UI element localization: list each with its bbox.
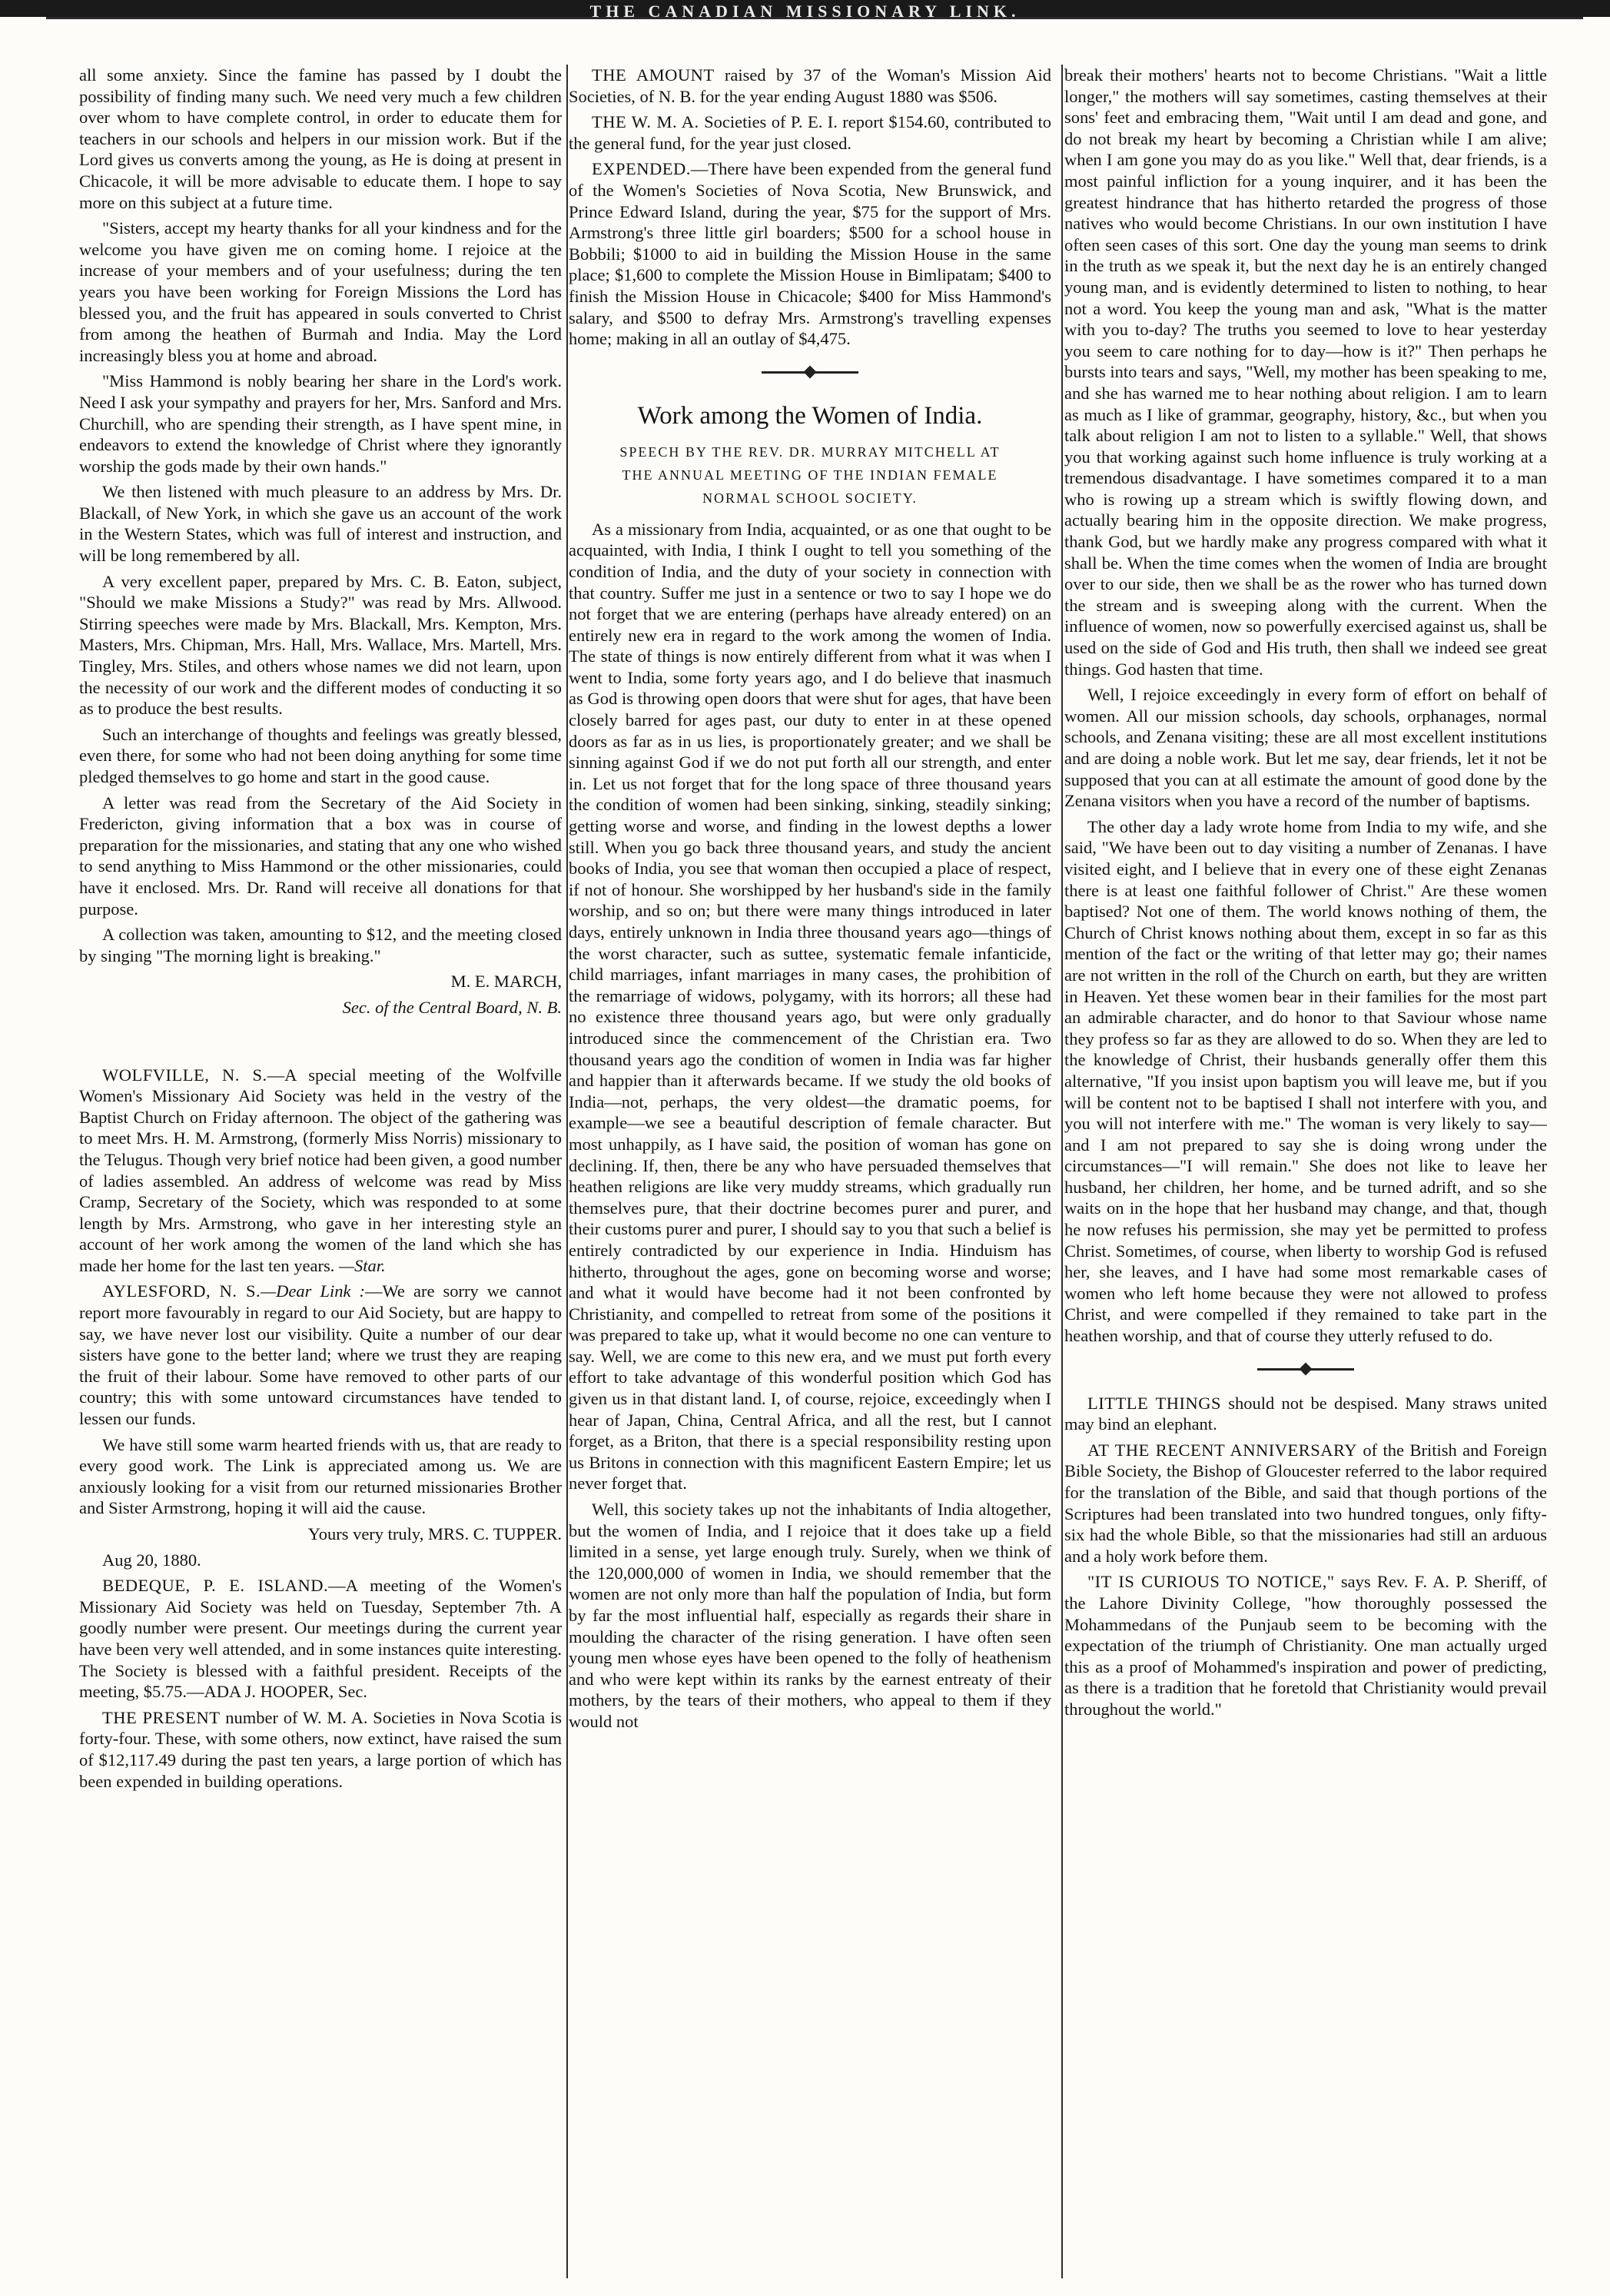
source-credit: —Star. (339, 1255, 386, 1275)
note-heading: THE PRESENT (102, 1707, 221, 1727)
report-text: —A special meeting of the Wolfville Women's Missionary Aid Society was held in the vestry of the Baptist Church on Friday afternoon. The object of the gathering was to meet Mrs. H. M. Armstrong, (formerly Miss Norris) missionary to the Telugus. Though very brief notice had been given, a good number of ladies assembled. An address of welcome was read by Miss Cramp, Secretary of the Society, which was responded to at some length by Mrs. Armstrong, who gave in her interesting style an account of her work among the women of the land which she has made her home for the last ten years. (79, 1065, 562, 1275)
column-3 (1064, 65, 1547, 2286)
note-heading: THE W. M. A. (592, 112, 699, 132)
masthead (0, 0, 1610, 17)
place-heading: BEDEQUE, P. E. ISLAND. (102, 1576, 329, 1596)
wolfville-report (79, 1065, 562, 1277)
curious-note (1064, 1571, 1547, 1720)
paragraph: all some anxiety. Since the famine has passed by I doubt the possibility of finding many such. We need very much a few children over whom to have complete control, in order to educate them for teachers in our schools and helpers in our mission work. But if the Lord gives us converts among the young, as He is doing at present in Chicacole, it will be more advisable to educate them. I hope to say more on this subject at a future time. (79, 65, 562, 212)
subheading-line: SPEECH BY THE REV. DR. MURRAY MITCHELL AT (619, 444, 1001, 460)
amount-note (569, 65, 1051, 107)
column-2 (569, 65, 1051, 2286)
article-heading: Work among the Women of India. (637, 401, 983, 430)
paragraph: "Sisters, accept my hearty thanks for all your kindness and for the welcome you have given me on coming home. I rejoice at the increase of your members and of your usefulness; during the ten years you have been working for Foreign Missions the Lord has blessed you, and the fruit has appeared in souls converted to Christ from among the heathen of Burmah and India. May the Lord increasingly bless you at home and abroad. (79, 218, 562, 365)
report-text: —We are sorry we cannot report more favourably in regard to our Aid Society, but are happy to say, we have never lost our visibility. Quite a number of our dear sisters have gone to the better land; where we trust they are reaping the fruit of their labour. Some have removed to other parts of our country; this with some untoward circumstances have tended to lessen our funds. (79, 1281, 562, 1429)
pei-note (569, 111, 1051, 154)
present-note (79, 1707, 562, 1792)
bible-society-note (1064, 1440, 1547, 1567)
subheading-line: THE ANNUAL MEETING OF THE INDIAN FEMALE (622, 467, 998, 483)
signature-title: Sec. of the Central Board, N. B. (342, 997, 562, 1017)
note-text: of the British and Foreign Bible Society, the Bishop of Gloucester referred to the labor required for the translation of the Bible, and said that though portions of the Scriptures had been translated into two hundred tongues, only fifty-six had the whole Bible, so that the missionaries had still an arduous and a holy work before them. (1064, 1440, 1547, 1566)
bedeque-report (79, 1575, 562, 1703)
note-text: should not be despised. Many straws united may bind an elephant. (1064, 1393, 1547, 1434)
separator-ornament (804, 365, 817, 378)
paragraph: Well, this society takes up not the inhabitants of India altogether, but the women of India, and I rejoice that it does take up a field limited in a sense, yet large enough truly. Surely, when we think of the 120,000,000 of women in India, we should remember that the women are not only more than half the population of India, but form by far the most influential half, especially as regards their share in moulding the character of the rising generation. I have often seen young men whose eyes have been opened to the folly of heathenism and who were kept within its ranks by the earnest entreaty of their mothers, by the tears of their mothers, who appeal to them if they would not (569, 1500, 1051, 1731)
note-heading: EXPENDED. (592, 159, 691, 179)
note-heading: LITTLE THINGS (1087, 1393, 1222, 1413)
paragraph: A letter was read from the Secretary of the Aid Society in Fredericton, giving information that a box was in course of preparation for the missionaries, and stating that any one who wished to send anything to Miss Hammond or the other missionaries, could have it enclosed. Mrs. Dr. Rand will receive all donations for that purpose. (79, 792, 562, 919)
paragraph: A collection was taken, amounting to $12, and the meeting closed by singing "The morning light is breaking." (79, 925, 562, 965)
column-divider (1061, 65, 1063, 2278)
salutation: —Dear Link : (261, 1281, 365, 1301)
place-heading: WOLFVILLE, N. S. (102, 1065, 267, 1085)
note-heading: THE AMOUNT (592, 65, 715, 85)
place-heading: AYLESFORD, N. S. (102, 1281, 261, 1301)
paragraph: We have still some warm hearted friends with us, that are ready to every good work. The Link is appreciated among us. We are anxiously looking for a visit from our returned missionaries Brother and Sister Armstrong, hoping it will aid the cause. (79, 1434, 562, 1518)
letter-date: Aug 20, 1880. (102, 1550, 201, 1570)
signature-name: M. E. MARCH, (450, 972, 562, 992)
expended-note (569, 158, 1051, 349)
signature-name: Yours very truly, MRS. C. TUPPER. (307, 1524, 562, 1543)
column-divider (566, 65, 568, 2278)
little-things-note (1064, 1393, 1547, 1435)
paragraph: "Miss Hammond is nobly bearing her share in the Lord's work. Need I ask your sympathy and prayers for her, Mrs. Sanford and Mrs. Churchill, who are spending their strength, as I have spent mine, in endeavors to extend the knowledge of Christ where they ignorantly worship the gods made by their own hands." (79, 371, 562, 476)
note-heading: "IT IS CURIOUS TO NOTICE," (1087, 1572, 1335, 1592)
subheading-line: NORMAL SCHOOL SOCIETY. (702, 490, 918, 506)
paragraph: Such an interchange of thoughts and feelings was greatly blessed, even there, for some who had not been doing anything for some time pledged themselves to go home and start in the good cause. (79, 724, 562, 786)
report-text: —A meeting of the Women's Missionary Aid Society was held on Tuesday, September 7th. A goodly number were present. Our meetings during the current year have been very well attended, and in some instances quite interesting. The Society is blessed with a faithful president. Receipts of the meeting, $5.75.—ADA J. HOOPER, Sec. (79, 1576, 562, 1702)
section-separator (569, 357, 1051, 388)
paragraph: A very excellent paper, prepared by Mrs. C. B. Eaton, subject, "Should we make Missions a Study?" was read by Mrs. Allwood. Stirring speeches were made by Mrs. Blackall, Mrs. Kempton, Mrs. Masters, Mrs. Chipman, Mrs. Hall, Mrs. Wallace, Mrs. Martell, Mrs. Tingley, Mrs. Stiles, and others whose names we did not learn, upon the necessity of our work and the different modes of conducting it so as to produce the best results. (79, 571, 562, 719)
note-text: number of W. M. A. Societies in Nova Scotia is forty-four. These, with some others, now extinct, have raised the sum of $12,117.49 during the past ten years, a large portion of which has been expended in building operations. (79, 1707, 562, 1791)
paragraph: The other day a lady wrote home from India to my wife, and she said, "We have been out to day visiting a number of Zenanas. I have visited eight, and I believe that in every one of these eight Zenanas there is at least one faithful follower of Christ." Are these women baptised? Not one of them. The world knows nothing of them, the Church of Christ knows nothing about them, except in so far as this mention of the fact or the writing of that letter may go; their names are not written in the roll of the Church on earth, but they are written in Heaven. Yet these women bear in their families for the most part an admirable character, and do honor to that Saviour whose name they profess so far as they are allowed to do so. When they are led to the knowledge of Christ, their husbands generally offer them this alternative, "If you insist upon baptism you will leave me, but if you will be content not to be baptised I shall not interfere with you, and you will not interfere with me." The woman is very likely to say—and I am not prepared to say she is doing wrong under the circumstances—"I will remain." She does not like to leave her husband, her children, her home, and be turned adrift, and so she waits on in the hope that her husband may change, and that, though he now refuses his permission, she may yet be permitted to profess Christ. Sometimes, of course, when liberty to worship God is refused her, she leaves, and I have had some most remarkable cases of women who left home because they were not allowed to profess Christ, and were compelled if they remained to take part in the heathen worship, and that of course they utterly refused to do. (1064, 816, 1547, 1346)
top-rule (46, 17, 1583, 19)
note-text: —There have been expended from the general fund of the Women's Societies of Nova Scotia, New Brunswick, and Prince Edward Island, during the year, $75 for the support of Mrs. Armstrong's three little girl boarders; $500 for a school house in Bobbili; $1000 to aid in building the Mission House in the same place; $1,600 to complete the Mission House in Bimlipatam; $400 to finish the Mission House in Chicacole; $400 for Miss Hammond's salary, and $500 to defray Mrs. Armstrong's travelling expenses home; making in all an outlay of $4,475. (569, 159, 1051, 349)
aylesford-report (79, 1281, 562, 1429)
section-separator (79, 1026, 562, 1057)
note-text: says Rev. F. A. P. Sheriff, of the Lahore Divinity College, "how thoroughly possessed the Mohammedans of the Punjaub seem to be becoming with the expectation of the triumph of Christianity. One man actually urged this as a proof of Mohammed's inspiration and power of predicting, as there is a tradition that he foretold that Christianity would prevail throughout the world." (1064, 1572, 1547, 1719)
paragraph: break their mothers' hearts not to become Christians. "Wait a little longer," the mothers will say sometimes, casting themselves at their sons' feet and embracing them, "Wait until I am dead and gone, and do not break my heart by becoming a Christian while I am alive; when I am gone you may do as you like." Well that, dear friends, is a most painful infliction for a young inquirer, and it has been the greatest hindrance that has hitherto retarded the progress of those natives who would become Christians. In our own institution I have often seen cases of this sort. One day the young man seems to drink in the truth as we speak it, but the next day he is an entirely changed young man, and is evidently determined to listen to nothing, to hear not a word. You keep the young man and ask, "What is the matter with you to-day? The truths you seemed to love to hear yesterday you seem to care nothing for to day—how is it?" Then perhaps he bursts into tears and says, "Well, my mother has been speaking to me, and she has warned me to hear nothing about religion. I am to learn as much as I like of grammar, geography, history, &c., but when you talk about religion I am not to listen to a syllable." Well, that shows you that working against such home influence is truly working at a tremendous disadvantage. I have sometimes compared it to a man who is rowing up a stream which is swiftly flowing down, and actually bearing him in the opposite direction. We make progress, thank God, but we hardly make any progress compared with what it shall be. When the time comes when the women of India are brought over to our side, then we shall be as the rower who has turned down the stream and is sweeping along with the current. When the influence of women, now so powerfully exercised against us, shall be used on the side of God and His truth, then shall we indeed see great things. God hasten that time. (1064, 65, 1547, 679)
article-subheading (569, 440, 1051, 510)
column-1 (79, 65, 562, 2286)
paragraph: Well, I rejoice exceedingly in every form of effort on behalf of women. All our mission schools, day schools, orphanages, normal schools, and Zenana visiting; these are all most excellent institutions and are doing a noble work. But let me say, dear friends, let it not be supposed that you can at all estimate the amount of good done by the Zenana visitors when you have a record of the number of baptisms. (1064, 685, 1547, 811)
note-text: raised by 37 of the Woman's Mission Aid Societies, of N. B. for the year ending August 1880 was $506. (569, 65, 1051, 106)
separator-ornament (1300, 1362, 1313, 1375)
note-text: Societies of P. E. I. report $154.60, contributed to the general fund, for the year just closed. (569, 112, 1051, 153)
section-separator (1064, 1354, 1547, 1385)
paragraph: We then listened with much pleasure to an address by Mrs. Dr. Blackall, of New York, in which she gave us an account of the work in the Western States, which was full of interest and instruction, and will be long remembered by all. (79, 482, 562, 566)
note-heading: AT THE RECENT ANNIVERSARY (1087, 1440, 1357, 1460)
paragraph: As a missionary from India, acquainted, or as one that ought to be acquainted, with India, I think I ought to tell you something of the condition of India, and the duty of your society in connection with that country. Suffer me just in a sentence or two to say I hope we do not forget that we are entering (perhaps have already entered) on an entirely new era in regard to the work among the women of India. The state of things is now entirely different from what it was when I went to India, some forty years ago, and I do believe that inasmuch as God is throwing open doors that were shut for ages, that have been closely barred for ages past, our duty to enter in at these opened doors as far as in us lies, is proportionately greater; and we shall be sinning against God if we do not put forth all our strength, and enter in. Let us not forget that for the long space of three thousand years the condition of women had been sinking, sinking, steadily sinking; getting worse and worse, and finding in the lowest depths a lower still. When you go back three thousand years, and study the ancient books of India, you see that woman then occupied a place of respect, if not of honour. She worshipped by her husband's side in the family worship, and so on; but there were many things introduced in later days, entirely unknown in India three thousand years ago—things of the worst character, such as suttee, systematic female infanticide, child marriages, infant marriages in many cases, the prohibition of the remarriage of widows, polygamy, with its horrors; all these had no existence three thousand years ago, but were only gradually introduced since the commencement of the Christian era. Two thousand years ago the condition of women in India was far higher and happier than it afterwards became. If we study the old books of India—not, perhaps, the very oldest—the dramatic poems, for example—we see a beautiful description of female character. But most unhappily, as I have said, the position of woman has gone on declining. If, then, there be any who have persuaded themselves that heathen religions are like very muddy streams, which gradually run themselves pure, that their doctrine becomes purer and purer, and their customs purer and purer, I should say to you that such a belief is entirely contradicted by our experience in India. Hinduism has hitherto, throughout the ages, gone on becoming worse and worse; and what it would have become had it not been confronted by Christianity, and compelled to retreat from some of the positions it was prepared to take up, what it would become no one can venture to say. Well, we are come to this new era, and we must put forth every effort to take advantage of this wonderful position which God has given us in that distant land. I, of course, rejoice, exceedingly when I hear of Japan, China, Central Africa, and all the rest, but I cannot forget, as a Briton, that there is a special responsibility resting upon us Britons in connection with this magnificent Eastern Empire; let us never forget that. (569, 519, 1051, 1494)
masthead-title: THE CANADIAN MISSIONARY LINK. (589, 2, 1021, 17)
